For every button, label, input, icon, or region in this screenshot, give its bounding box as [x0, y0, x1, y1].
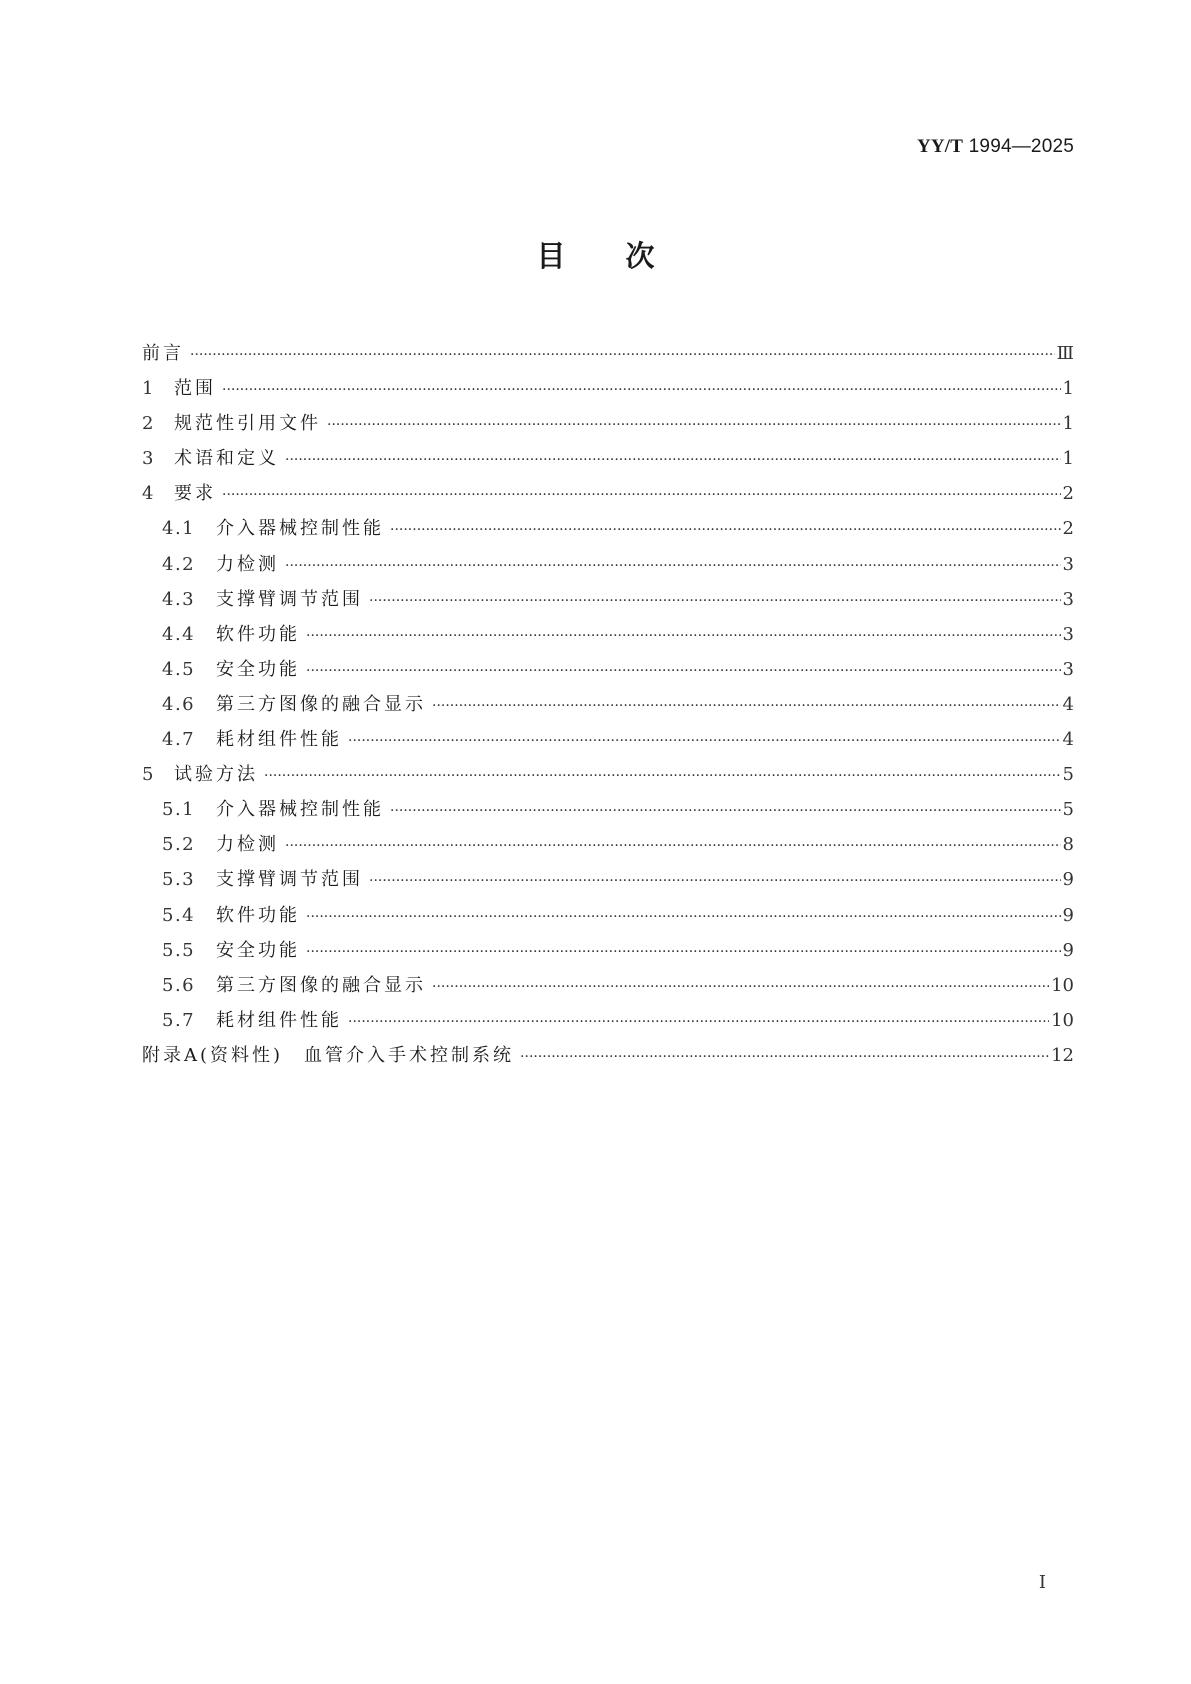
toc-entry-label: 术语和定义 — [174, 448, 279, 470]
toc-subentry[interactable] — [142, 722, 1074, 757]
toc-subentry[interactable] — [142, 617, 1074, 652]
toc-leader-dots — [264, 759, 1061, 794]
toc-entry-number: 4.4 — [162, 623, 196, 645]
toc-entry-label: 附录A(资料性) 血管介入手术控制系统 — [142, 1044, 515, 1066]
toc-entry-page: 3 — [1062, 553, 1074, 575]
toc-leader-dots — [390, 794, 1061, 829]
toc-entry-page: 2 — [1062, 518, 1074, 540]
toc-entry[interactable] — [142, 371, 1074, 406]
toc-leader-dots — [348, 724, 1061, 759]
toc-leader-dots — [348, 1005, 1049, 1040]
toc-leader-dots — [369, 584, 1061, 619]
toc-entry-label: 要求 — [174, 483, 216, 505]
toc-entry-label: 安全功能 — [216, 658, 300, 680]
toc-leader-dots — [285, 549, 1061, 584]
toc-entry-number: 4.7 — [162, 729, 196, 751]
toc-leader-dots — [222, 373, 1061, 408]
toc-entry-label: 范围 — [174, 378, 216, 400]
toc-entry-page: 3 — [1062, 658, 1074, 680]
toc-entry-page: 9 — [1062, 939, 1074, 961]
toc-entry-page: 2 — [1062, 483, 1074, 505]
toc-leader-dots — [432, 689, 1061, 724]
toc-leader-dots — [285, 829, 1061, 864]
toc-entry-label: 第三方图像的融合显示 — [216, 974, 426, 996]
toc-entry-page: 9 — [1062, 904, 1074, 926]
toc-entry-label: 介入器械控制性能 — [216, 799, 384, 821]
toc-entry-page: 1 — [1062, 413, 1074, 435]
toc-entry-number: 5.3 — [162, 869, 196, 891]
toc-leader-dots — [306, 654, 1061, 689]
toc-entry-page: 12 — [1051, 1044, 1074, 1066]
toc-entry-page: 8 — [1062, 834, 1074, 856]
toc-entry-number: 5.7 — [162, 1009, 196, 1031]
toc-entry-label: 耗材组件性能 — [216, 1009, 342, 1031]
toc-entry-label: 支撑臂调节范围 — [216, 869, 363, 891]
toc-entry-number: 4.1 — [162, 518, 196, 540]
toc-leader-dots — [390, 513, 1061, 548]
page-number: I — [1038, 1572, 1046, 1593]
toc-entry-page: 4 — [1062, 729, 1074, 751]
toc-entry-number: 4.3 — [162, 588, 196, 610]
toc-entry-page: 9 — [1062, 869, 1074, 891]
toc-leader-dots — [222, 478, 1061, 513]
toc-entry-number: 1 — [142, 378, 154, 400]
page-title — [0, 234, 1191, 275]
toc-subentry[interactable] — [142, 792, 1074, 827]
toc-leader-dots — [190, 338, 1055, 373]
toc-entry-page: 4 — [1062, 693, 1074, 715]
toc-subentry[interactable] — [142, 687, 1074, 722]
toc-entry-number: 5.6 — [162, 974, 196, 996]
toc-subentry[interactable] — [142, 547, 1074, 582]
toc-entry-page: 1 — [1062, 448, 1074, 470]
toc-entry-label: 软件功能 — [216, 904, 300, 926]
toc-entry-label: 安全功能 — [216, 939, 300, 961]
toc-entry-page: 5 — [1062, 799, 1074, 821]
toc-entry[interactable] — [142, 476, 1074, 511]
toc-subentry[interactable] — [142, 862, 1074, 897]
toc-entry-number: 4.6 — [162, 693, 196, 715]
toc-entry-number: 5.4 — [162, 904, 196, 926]
standard-number: 1994—2025 — [968, 136, 1074, 157]
toc-subentry[interactable] — [142, 511, 1074, 546]
toc-entry-number: 5 — [142, 764, 154, 786]
toc-entry-label: 力检测 — [216, 834, 279, 856]
toc-entry-label: 前言 — [142, 343, 184, 364]
toc-subentry[interactable] — [142, 827, 1074, 862]
toc-entry[interactable] — [142, 406, 1074, 441]
toc-entry-label: 耗材组件性能 — [216, 729, 342, 751]
toc-leader-dots — [327, 408, 1061, 443]
toc-entry-foreword[interactable] — [142, 336, 1074, 371]
toc-entry-page: 3 — [1062, 588, 1074, 610]
toc-entry-label: 介入器械控制性能 — [216, 518, 384, 540]
toc-entry[interactable] — [142, 757, 1074, 792]
toc-subentry[interactable] — [142, 968, 1074, 1003]
toc-entry-number: 2 — [142, 413, 154, 435]
toc-entry-number: 4.2 — [162, 553, 196, 575]
toc-subentry[interactable] — [142, 582, 1074, 617]
toc-subentry[interactable] — [142, 652, 1074, 687]
toc-leader-dots — [432, 970, 1049, 1005]
toc-entry[interactable] — [142, 441, 1074, 476]
toc-entry-number: 4.5 — [162, 658, 196, 680]
toc-entry-label: 力检测 — [216, 553, 279, 575]
toc-entry-number: 5.5 — [162, 939, 196, 961]
toc-subentry[interactable] — [142, 933, 1074, 968]
toc-entry-page: 3 — [1062, 623, 1074, 645]
toc-entry-page: 1 — [1062, 378, 1074, 400]
toc-leader-dots — [285, 443, 1061, 478]
toc-entry-label: 软件功能 — [216, 623, 300, 645]
toc-leader-dots — [306, 935, 1061, 970]
standard-code — [917, 136, 1074, 158]
toc-entry-number: 3 — [142, 448, 154, 470]
toc-entry-label: 第三方图像的融合显示 — [216, 693, 426, 715]
toc-entry-page: Ⅲ — [1056, 343, 1074, 364]
toc-entry-label: 支撑臂调节范围 — [216, 588, 363, 610]
toc-entry-label: 规范性引用文件 — [174, 413, 321, 435]
toc-entry-number: 5.1 — [162, 799, 196, 821]
toc-subentry[interactable] — [142, 898, 1074, 933]
toc-leader-dots — [369, 864, 1061, 899]
toc-entry-page: 10 — [1051, 1009, 1074, 1031]
standard-prefix: YY/T — [916, 136, 964, 157]
toc-entry-appendix[interactable] — [142, 1038, 1074, 1073]
title-char-2: 次 — [625, 239, 655, 273]
toc-entry-page: 10 — [1051, 974, 1074, 996]
toc-entry-label: 试验方法 — [174, 764, 258, 786]
toc-entry-page: 5 — [1062, 764, 1074, 786]
toc-leader-dots — [306, 619, 1061, 654]
toc-leader-dots — [306, 900, 1061, 935]
toc-subentry[interactable] — [142, 1003, 1074, 1038]
toc-leader-dots — [520, 1040, 1049, 1075]
table-of-contents — [142, 336, 1074, 1073]
title-char-1: 目 — [536, 239, 566, 273]
toc-entry-number: 5.2 — [162, 834, 196, 856]
toc-entry-number: 4 — [142, 483, 154, 505]
